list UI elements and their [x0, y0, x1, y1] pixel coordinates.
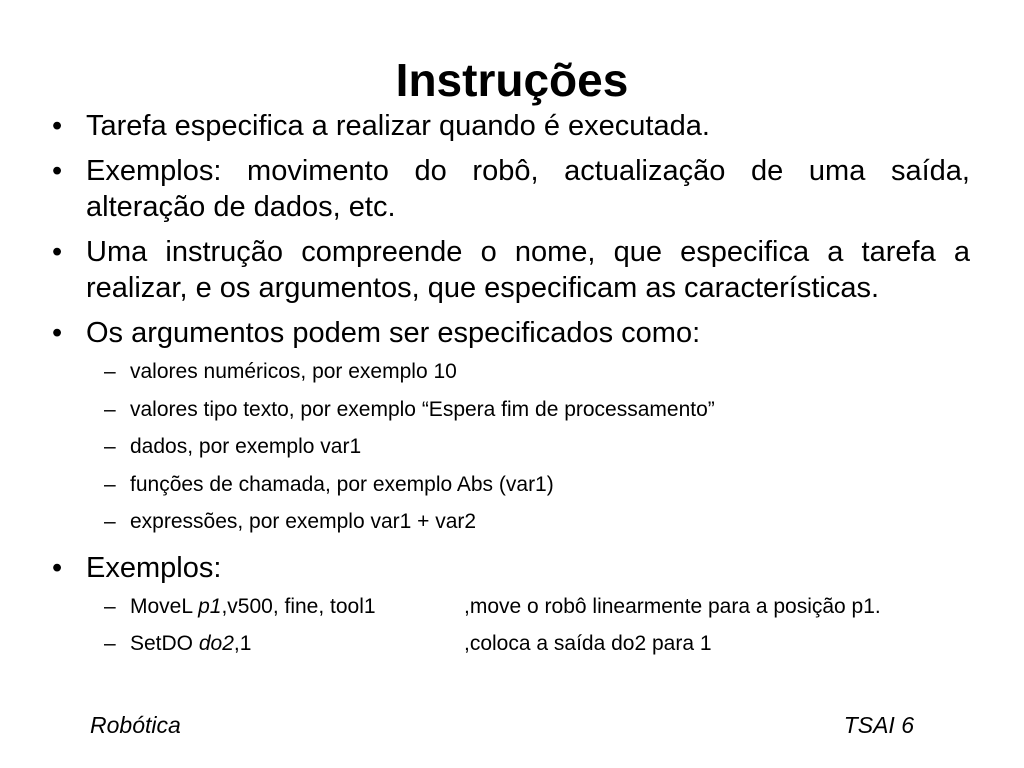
example-argument: p1 [198, 594, 222, 618]
footer-course: Robótica [90, 712, 181, 738]
example-item [52, 625, 970, 663]
sub-bullet-item [52, 391, 970, 429]
example-comment: ,move o robô linearmente para a posição p1. [464, 594, 881, 618]
example-comment: ,coloca a saída do2 para 1 [464, 632, 712, 655]
bullet-text: Tarefa especifica a realizar quando é executada. [86, 110, 710, 142]
bullet-item [52, 108, 970, 144]
argument-forms-list [52, 353, 970, 541]
example-code [130, 625, 464, 663]
bullet-marker: • [52, 155, 63, 187]
footer-page-label: TSAI 6 [843, 712, 914, 738]
bullet-list [52, 108, 970, 663]
example-parameters: ,1 [233, 632, 252, 655]
bullet-marker: • [52, 110, 63, 142]
bullet-item [52, 153, 970, 225]
dash-marker: – [104, 472, 116, 496]
example-instruction: SetDO [130, 632, 199, 655]
example-instruction: MoveL [130, 594, 199, 618]
example-code [130, 588, 464, 626]
dash-marker: – [104, 632, 116, 655]
sub-bullet-text: valores tipo texto, por exemplo “Espera fim de processamento” [130, 397, 715, 421]
sub-bullet-text: valores numéricos, por exemplo 10 [130, 360, 457, 383]
dash-marker: – [104, 510, 116, 533]
example-parameters: ,v500, fine, tool1 [221, 594, 376, 618]
bullet-marker: • [52, 317, 63, 349]
sub-bullet-text: expressões, por exemplo var1 + var2 [130, 510, 477, 533]
examples-list [52, 588, 970, 663]
sub-bullet-item [52, 466, 970, 504]
sub-bullet-text: dados, por exemplo var1 [130, 435, 362, 458]
bullet-text: Uma instrução compreende o nome, que especifica a tarefa a realizar, e os argumentos, que especificam as características. [86, 236, 970, 304]
dash-marker: – [104, 397, 116, 421]
bullet-text: Exemplos: [86, 551, 222, 584]
bullet-text: Exemplos: movimento do robô, actualização de uma saída, alteração de dados, etc. [86, 155, 970, 223]
bullet-item [52, 550, 970, 586]
sub-bullet-item [52, 428, 970, 466]
bullet-item [52, 315, 970, 351]
bullet-item [52, 234, 970, 306]
bullet-text: Os argumentos podem ser especificados como: [86, 317, 701, 349]
sub-bullet-item [52, 503, 970, 541]
example-argument: do2 [198, 632, 234, 655]
bullet-marker: • [52, 551, 63, 584]
example-item [52, 588, 970, 626]
bullet-marker: • [52, 236, 63, 268]
slide-title: Instruções [395, 54, 629, 106]
sub-bullet-item [52, 353, 970, 391]
dash-marker: – [104, 594, 116, 618]
dash-marker: – [104, 360, 116, 383]
sub-bullet-text: funções de chamada, por exemplo Abs (var1) [130, 472, 554, 496]
dash-marker: – [104, 435, 116, 458]
